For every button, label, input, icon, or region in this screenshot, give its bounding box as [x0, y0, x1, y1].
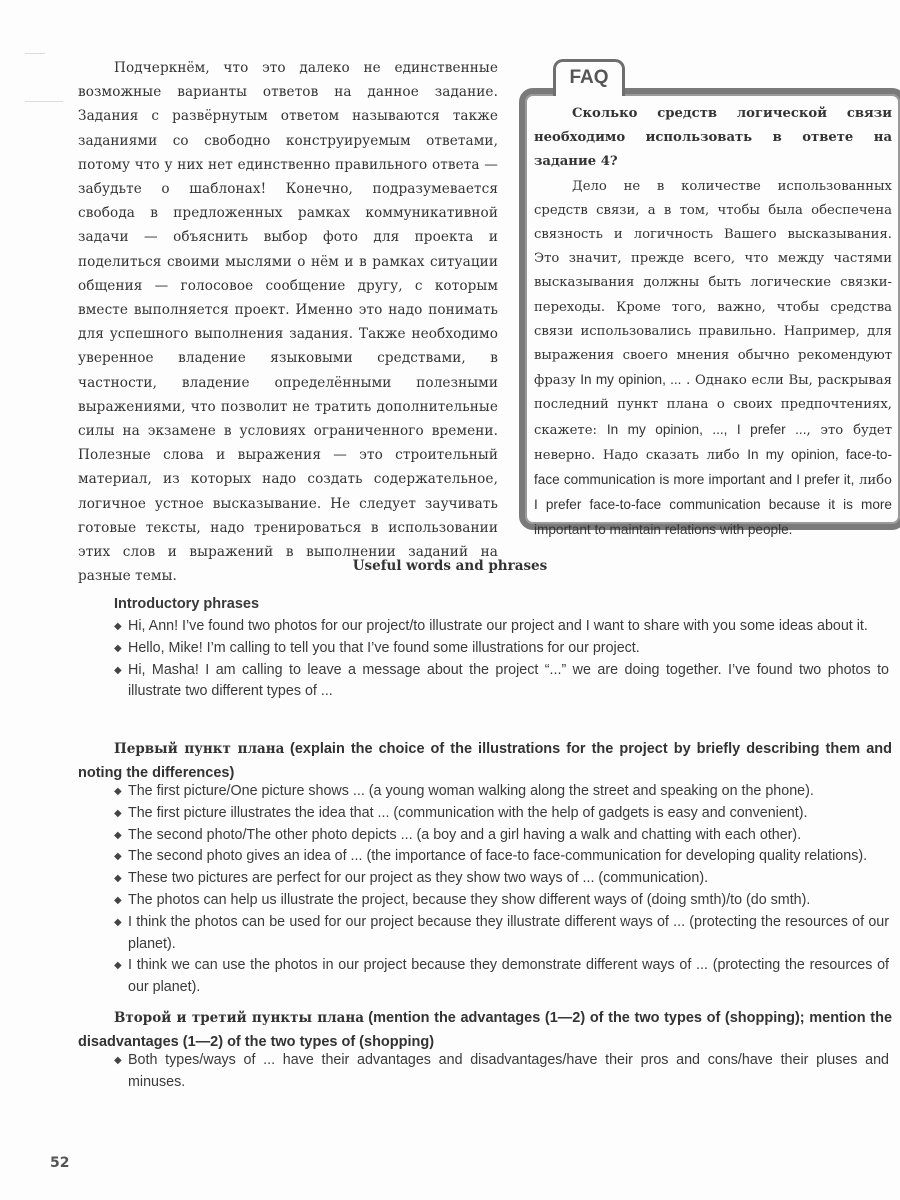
faq-answer-example: In my opinion, face-to-face communication is more important and I prefer it, [534, 446, 892, 488]
plan-2-3-heading-ru: Второй и третий пункты плана [114, 1010, 365, 1026]
faq-answer [534, 175, 892, 544]
list-item: ◆ Both types/ways of ... have their advantages and disadvantages/have their pros and cons/have their pluses and minuses. [114, 1050, 889, 1094]
faq-question: Сколько средств логической связи необходимо использовать в ответе на задание 4? [534, 106, 892, 170]
faq-tab-label: FAQ [569, 67, 609, 88]
introductory-list [114, 616, 889, 703]
faq-answer-text: Дело не в количестве использованных средств связи, а в том, чтобы была обеспечена связность и логичность Вашего высказывания. Это значит, прежде всего, что между частями высказывания должны быть логические связки-переходы. Кроме того, важно, чтобы средства связи использовались правильно. Например, для выражения своего мнения обычно рекомендуют фразу [534, 178, 892, 389]
list-item: ◆ Hello, Mike! I’m calling to tell you that I’ve found some illustrations for our project. [114, 638, 889, 660]
list-item: ◆ The first picture illustrates the idea that ... (communication with the help of gadgets is easy and convenient). [114, 803, 889, 825]
faq-answer-text: , это будет неверно. Надо сказать либо [534, 422, 892, 463]
faq-answer-example: In my opinion, ..., I prefer ... [606, 421, 807, 437]
faq-answer-text: либо [854, 473, 892, 489]
plan-2-3-heading-en: (mention the advantages (1—2) of the two types of (shopping); mention the disadvantages (1—2) of the two types of (shopping) [78, 1010, 893, 1050]
faq-box [519, 88, 900, 538]
plan-1-list [114, 781, 889, 999]
intro-text-column [78, 56, 498, 588]
plan-2-3-heading [78, 1006, 892, 1054]
margin-mark [25, 53, 45, 54]
margin-mark [25, 101, 63, 102]
list-item: ◆ The second photo gives an idea of ... (the importance of face-to face-communication for developing quality relations). [114, 846, 889, 868]
plan-2-3-list [114, 1050, 889, 1094]
plan-1-heading-en: (explain the choice of the illustrations for the project by briefly describing them and noting the differences) [78, 741, 892, 781]
list-item: ◆ The photos can help us illustrate the project, because they show different ways of (doing smth)/to (do smth). [114, 890, 889, 912]
faq-tab [553, 59, 625, 96]
page-number: 52 [50, 1155, 70, 1171]
list-item: ◆ These two pictures are perfect for our project as they show two ways of ... (communication). [114, 868, 889, 890]
faq-answer-text: . Однако если Вы, раскрывая последний пункт плана о своих предпочтениях, скажете: [534, 373, 892, 438]
list-item: ◆ The second photo/The other photo depicts ... (a boy and a girl having a walk and chatting with each other). [114, 825, 889, 847]
intro-paragraph: Подчеркнём, что это далеко не единственные возможные варианты ответов на данное задание. Задания с развёрнутым ответом называются также заданиями со свободно конструируемым ответами, потому что у них нет единственно правильного ответа — забудьте о шаблонах! Конечно, подразумевается свобода в предложенных рамках коммуникативной задачи — объяснить выбор фото для проекта и поделиться своими мыслями о нём и в рамках ситуации общения — голосовое сообщение другу, с которым вместе выполняется проект. Именно это надо понимать для успешного выполнения задания. Также необходимо уверенное владение языковыми средствами, в частности, владение определёнными полезными выражениями, что позволит не тратить дополнительные силы на экзамене в условиях ограниченного времени. Полезные слова и выражения — это строительный материал, из которых надо создать содержательное, логичное устное высказывание. Не следует заучивать готовые тексты, надо тренироваться в использовании этих слов и выражений в выполнении заданий на разные темы. [78, 60, 498, 585]
useful-phrases-title: Useful words and phrases [352, 558, 548, 574]
plan-1-heading [78, 737, 892, 785]
list-item: ◆ The first picture/One picture shows ... (a young woman walking along the street and speaking on the phone). [114, 781, 889, 803]
list-item: ◆ I think we can use the photos in our project because they demonstrate different ways of ... (protecting the resources of our planet). [114, 955, 889, 999]
faq-answer-example: I prefer face-to-face communication because it is more important to maintain relations with people. [534, 497, 892, 538]
list-item: ◆ Hi, Ann! I’ve found two photos for our project/to illustrate our project and I want to share with you some ideas about it. [114, 616, 889, 638]
list-item: ◆ Hi, Masha! I am calling to leave a message about the project “...” we are doing together. I’ve found two photos to illustrate two different types of ... [114, 660, 889, 704]
faq-answer-example: In my opinion, ... [580, 372, 682, 388]
introductory-heading: Introductory phrases [114, 596, 260, 612]
plan-1-heading-ru: Первый пункт плана [114, 741, 285, 757]
list-item: ◆ I think the photos can be used for our project because they illustrate different ways of ... (protecting the resources of our planet). [114, 912, 889, 956]
